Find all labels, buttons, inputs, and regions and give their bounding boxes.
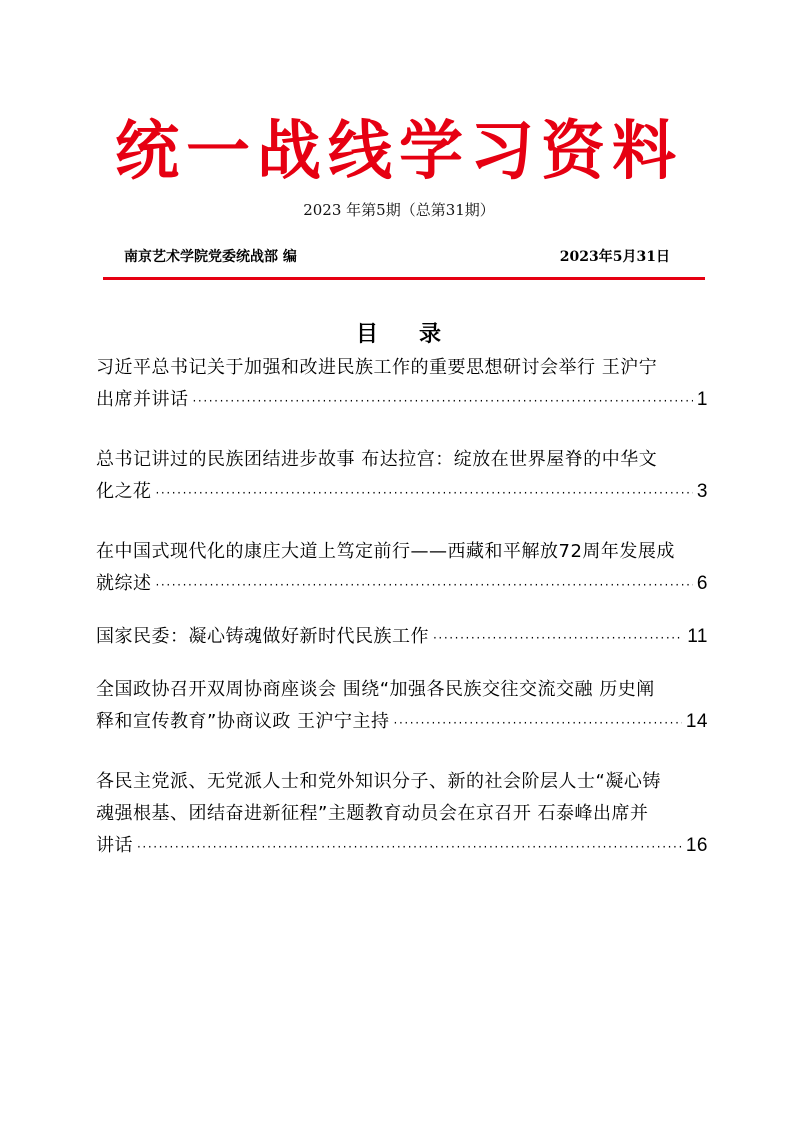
publish-date: 2023年5月31日 (559, 249, 670, 265)
toc-entry-line: 在中国式现代化的康庄大道上笃定前行——西藏和平解放72周年发展成 (96, 541, 675, 562)
toc-entry-tail: 国家民委：凝心铸魂做好新时代民族工作 (96, 626, 429, 647)
toc-entry-lead (96, 621, 708, 654)
toc-entry-line: 全国政协召开双周协商座谈会 围绕“加强各民族交往交流交融 历史阐 (96, 679, 655, 700)
toc-heading-left: 目 (355, 322, 379, 347)
toc-entry-3[interactable] (96, 536, 708, 601)
toc-heading (0, 320, 798, 350)
toc-entry-tail: 化之花 (96, 481, 152, 502)
dot-leader (193, 385, 693, 417)
toc-entry-tail: 就综述 (96, 573, 152, 594)
toc-entry-4[interactable] (96, 621, 708, 654)
editor-line: 南京艺术学院党委统战部 编 (124, 249, 297, 265)
dot-leader (137, 831, 682, 863)
toc-page-number: 1 (696, 389, 708, 410)
toc-entry-lead (96, 568, 708, 601)
toc-entry-2[interactable] (96, 444, 708, 509)
toc-page-number: 16 (685, 835, 708, 856)
toc-entry-lead (96, 706, 708, 739)
issue-number: 2023 年第5期（总第31期） (303, 201, 495, 219)
toc-page-number: 11 (687, 626, 708, 647)
dot-leader (156, 569, 693, 601)
toc-entry-lead (96, 384, 708, 417)
toc-page-number: 3 (696, 481, 708, 502)
toc-entry-1[interactable] (96, 352, 708, 417)
masthead-title: 统一战线学习资料 (115, 114, 683, 189)
toc-entry-line: 各民主党派、无党派人士和党外知识分子、新的社会阶层人士“凝心铸 (96, 771, 661, 792)
toc-page-number: 6 (696, 573, 708, 594)
toc-entry-lead (96, 830, 708, 863)
toc-entry-line: 魂强根基、团结奋进新征程”主题教育动员会在京召开 石泰峰出席并 (96, 803, 649, 824)
dot-leader (394, 707, 682, 739)
toc-entry-tail: 释和宣传教育”协商议政 王沪宁主持 (96, 711, 390, 732)
toc-entry-tail: 讲话 (96, 835, 133, 856)
dot-leader (433, 622, 683, 654)
dot-leader (156, 477, 693, 509)
table-of-contents (96, 352, 708, 863)
toc-entry-lead (96, 476, 708, 509)
toc-heading-right: 录 (419, 322, 443, 347)
header-divider (103, 277, 705, 280)
toc-entry-6[interactable] (96, 766, 708, 863)
toc-entry-tail: 出席并讲话 (96, 389, 189, 410)
toc-entry-5[interactable] (96, 674, 708, 739)
toc-entry-line: 总书记讲过的民族团结进步故事 布达拉宫：绽放在世界屋脊的中华文 (96, 449, 658, 470)
toc-page-number: 14 (685, 711, 708, 732)
toc-entry-line: 习近平总书记关于加强和改进民族工作的重要思想研讨会举行 王沪宁 (96, 357, 658, 378)
